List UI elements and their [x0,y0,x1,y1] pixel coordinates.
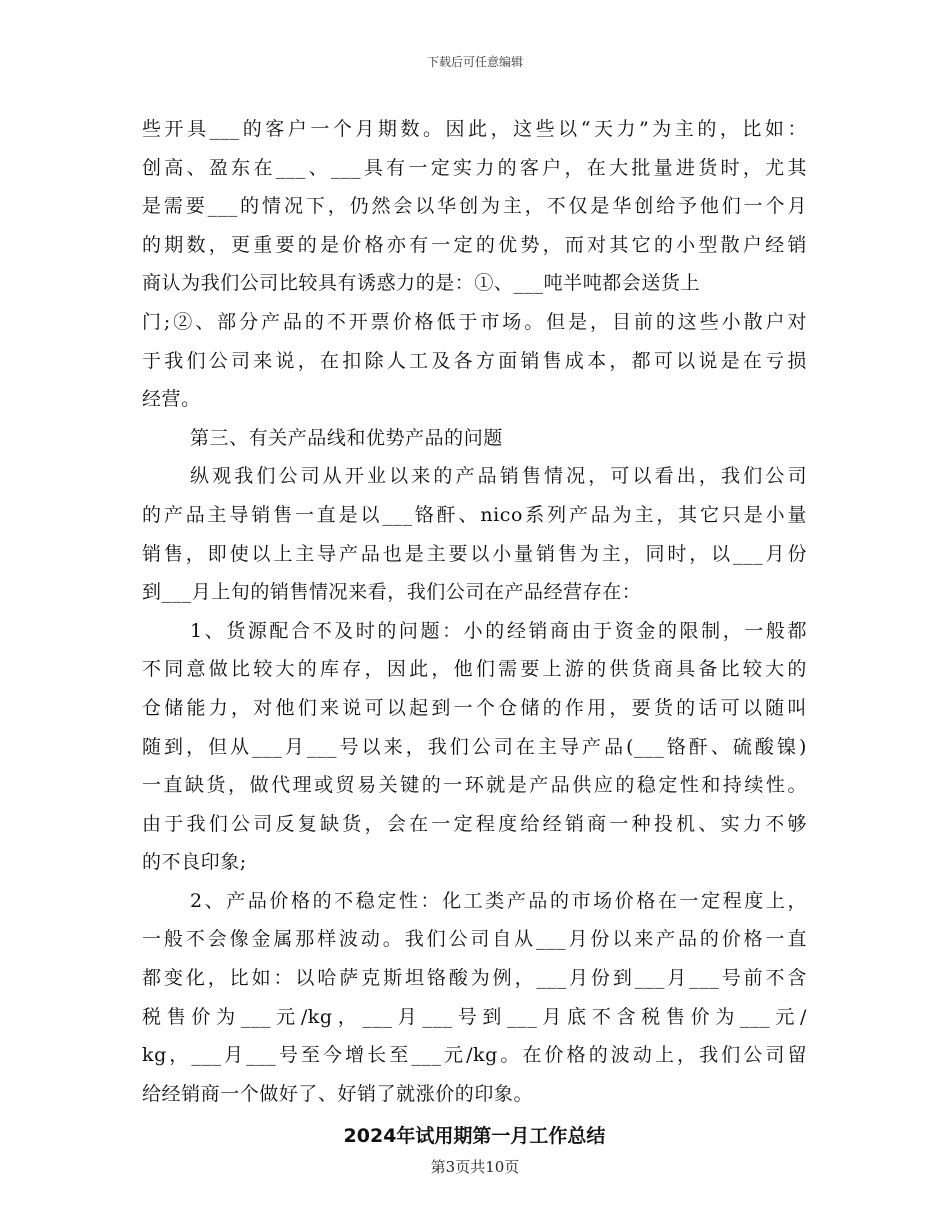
text-line: 由于我们公司反复缺货，会在一定程度给经销商一种投机、实力不够 [142,812,807,835]
text-line: 税售价为___元/kg，___月___号到___月底不含税售价为___元/ [142,1005,807,1028]
text-line: 于我们公司来说，在扣除人工及各方面销售成本，都可以说是在亏损 [142,349,807,372]
page-number: 第3页共10页 [430,1158,520,1176]
document-body [142,110,807,1152]
text-line: 门;②、部分产品的不开票价格低于市场。但是，目前的这些小散户对 [142,310,807,333]
text-line: 的产品主导销售一直是以___铬酐、nico系列产品为主，其它只是小量 [142,503,807,526]
text-line: 的期数，更重要的是价格亦有一定的优势，而对其它的小型散户经销 [142,233,807,256]
page-header: 下载后可任意编辑 [426,55,523,69]
text-line: 是需要___的情况下，仍然会以华创为主，不仅是华创给予他们一个月 [142,195,807,218]
text-line: 仓储能力，对他们来说可以起到一个仓储的作用，要货的话可以随叫 [142,696,807,719]
section-heading: 第三、有关产品线和优势产品的问题 [190,426,503,449]
text-line: 创高、盈东在___、___具有一定实力的客户，在大批量进货时，尤其 [142,156,807,179]
text-line: 些开具___的客户一个月期数。因此，这些以“天力”为主的，比如： [142,118,807,140]
text-line: 销售，即使以上主导产品也是主要以小量销售为主，同时，以___月份 [142,542,807,565]
section-title: 2024年试用期第一月工作总结 [343,1125,606,1148]
text-line: 一直缺货，做代理或贸易关键的一环就是产品供应的稳定性和持续性。 [142,774,807,797]
text-line: 2、产品价格的不稳定性：化工类产品的市场价格在一定程度上， [190,889,807,912]
text-line: 的不良印象; [142,851,247,874]
text-line: 一般不会像金属那样波动。我们公司自从___月份以来产品的价格一直 [142,928,807,951]
text-line: 随到，但从___月___号以来，我们公司在主导产品(___铬酐、硫酸镍) [142,735,807,758]
text-line: 经营。 [142,388,201,411]
text-line: kg，___月___号至今增长至___元/kg。在价格的波动上，我们公司留 [142,1044,807,1067]
text-line: 商认为我们公司比较具有诱惑力的是：①、___吨半吨都会送货上 [142,272,701,295]
text-line: 都变化，比如：以哈萨克斯坦铬酸为例，___月份到___月___号前不含 [142,967,807,990]
text-line: 给经销商一个做好了、好销了就涨价的印象。 [142,1082,534,1105]
text-line: 不同意做比较大的库存，因此，他们需要上游的供货商具备比较大的 [142,658,807,681]
text-line: 到___月上旬的销售情况来看，我们公司在产品经营存在： [142,581,642,604]
text-line: 纵观我们公司从开业以来的产品销售情况，可以看出，我们公司 [190,465,807,488]
text-line: 1、货源配合不及时的问题：小的经销商由于资金的限制，一般都 [190,619,807,642]
